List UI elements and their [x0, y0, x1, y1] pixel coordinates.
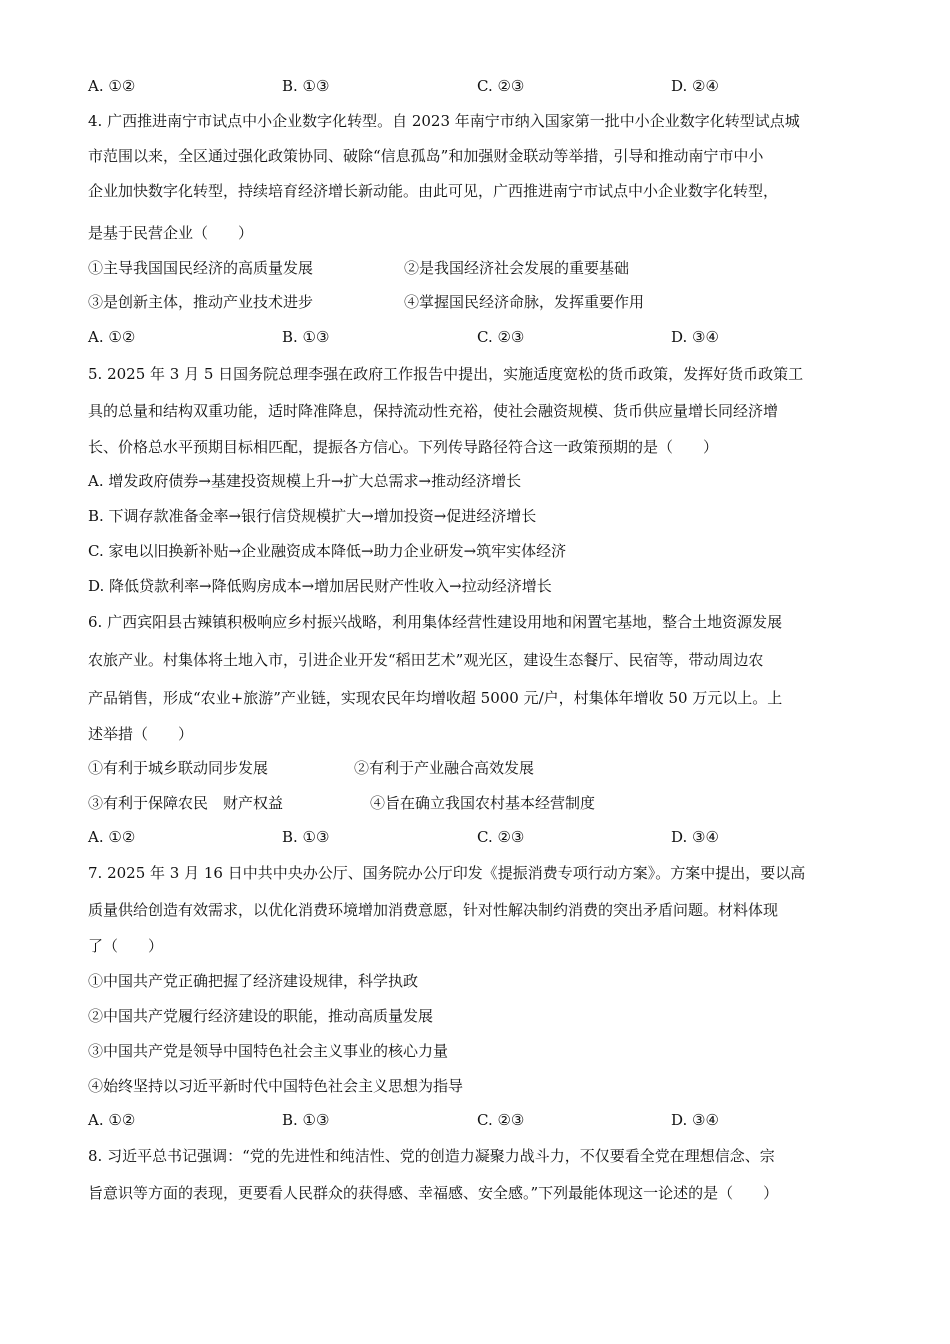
q5-stem-line: 长、价格总水平预期目标相匹配，提振各方信心。下列传导路径符合这一政策预期的是（ ）: [88, 438, 719, 456]
q4-option-b: B. ①③: [282, 328, 330, 346]
q7-option-a: A. ①②: [88, 1111, 136, 1129]
q7-item-2: ②中国共产党履行经济建设的职能，推动高质量发展: [88, 1007, 434, 1025]
q6-stem-line: 农旅产业。村集体将土地入市，引进企业开发“稻田艺术”观光区，建设生态餐厅、民宿等，带动周边农: [88, 651, 764, 669]
q7-stem-line: 了（ ）: [88, 937, 164, 955]
q4-stem-line: 4. 广西推进南宁市试点中小企业数字化转型。自 2023 年南宁市纳入国家第一批中小企业数字化转型试点城: [88, 112, 800, 130]
q5-stem-line: 具的总量和结构双重功能，适时降准降息，保持流动性充裕，使社会融资规模、货币供应量增长同经济增: [88, 402, 779, 420]
q4-stem-line: 是基于民营企业（ ）: [88, 224, 254, 242]
q4-item-2: ②是我国经济社会发展的重要基础: [404, 259, 630, 277]
q6-item-2: ②有利于产业融合高效发展: [354, 759, 535, 777]
q5-choice-c: C. 家电以旧换新补贴→企业融资成本降低→助力企业研发→筑牢实体经济: [88, 542, 567, 560]
q6-items-row-2: [88, 793, 868, 813]
q4-item-3: ③是创新主体，推动产业技术进步: [88, 293, 314, 311]
q3-option-d: D. ②④: [671, 77, 719, 95]
q3-option-c: C. ②③: [477, 77, 525, 95]
q6-item-3: ③有利于保障农民 财产权益: [88, 794, 284, 812]
q6-option-b: B. ①③: [282, 828, 330, 846]
q6-option-d: D. ③④: [671, 828, 719, 846]
q8-stem-line: 8. 习近平总书记强调：“党的先进性和纯洁性、党的创造力凝聚力战斗力，不仅要看全党在理想信念、宗: [88, 1147, 775, 1165]
q7-stem-line: 7. 2025 年 3 月 16 日中共中央办公厅、国务院办公厅印发《提振消费专项行动方案》。方案中提出，要以高: [88, 864, 806, 882]
q3-option-a: A. ①②: [88, 77, 136, 95]
q7-item-1: ①中国共产党正确把握了经济建设规律，科学执政: [88, 972, 419, 990]
q4-item-4: ④掌握国民经济命脉，发挥重要作用: [404, 293, 645, 311]
q7-option-c: C. ②③: [477, 1111, 525, 1129]
q6-option-a: A. ①②: [88, 828, 136, 846]
q7-option-d: D. ③④: [671, 1111, 719, 1129]
q6-stem-line: 6. 广西宾阳县古辣镇积极响应乡村振兴战略，利用集体经营性建设用地和闲置宅基地，整合土地资源发展: [88, 613, 783, 631]
q8-stem-line: 旨意识等方面的表现，更要看人民群众的获得感、幸福感、安全感。”下列最能体现这一论述的是（ ）: [88, 1184, 779, 1202]
q6-stem-line: 产品销售，形成“农业+旅游”产业链，实现农民年均增收超 5000 元/户，村集体年增收 50 万元以上。上: [88, 689, 783, 707]
q5-stem-line: 5. 2025 年 3 月 5 日国务院总理李强在政府工作报告中提出，实施适度宽松的货币政策，发挥好货币政策工: [88, 365, 804, 383]
q6-item-1: ①有利于城乡联动同步发展: [88, 759, 269, 777]
q4-option-c: C. ②③: [477, 328, 525, 346]
q3-options: [88, 76, 868, 96]
q7-item-3: ③中国共产党是领导中国特色社会主义事业的核心力量: [88, 1042, 449, 1060]
q6-item-4: ④旨在确立我国农村基本经营制度: [370, 794, 596, 812]
q6-option-c: C. ②③: [477, 828, 525, 846]
q4-items-row-2: [88, 292, 868, 312]
q7-option-b: B. ①③: [282, 1111, 330, 1129]
q4-option-a: A. ①②: [88, 328, 136, 346]
q7-options: [88, 1110, 868, 1130]
q4-items-row-1: [88, 258, 868, 278]
q7-item-4: ④始终坚持以习近平新时代中国特色社会主义思想为指导: [88, 1077, 464, 1095]
q4-stem-line: 市范围以来，全区通过强化政策协同、破除“信息孤岛”和加强财金联动等举措，引导和推动南宁市中小: [88, 147, 764, 165]
q4-item-1: ①主导我国国民经济的高质量发展: [88, 259, 314, 277]
q7-stem-line: 质量供给创造有效需求，以优化消费环境增加消费意愿，针对性解决制约消费的突出矛盾问题。材料体现: [88, 901, 779, 919]
q3-option-b: B. ①③: [282, 77, 330, 95]
q5-choice-b: B. 下调存款准备金率→银行信贷规模扩大→增加投资→促进经济增长: [88, 507, 537, 525]
q6-options: [88, 827, 868, 847]
q6-stem-line: 述举措（ ）: [88, 725, 194, 743]
q4-options: [88, 327, 868, 347]
q5-choice-d: D. 降低贷款利率→降低购房成本→增加居民财产性收入→拉动经济增长: [88, 577, 552, 595]
q6-items-row-1: [88, 758, 868, 778]
q4-stem-line: 企业加快数字化转型，持续培育经济增长新动能。由此可见，广西推进南宁市试点中小企业数字化转型，: [88, 182, 779, 200]
q5-choice-a: A. 增发政府债券→基建投资规模上升→扩大总需求→推动经济增长: [88, 472, 522, 490]
q4-option-d: D. ③④: [671, 328, 719, 346]
